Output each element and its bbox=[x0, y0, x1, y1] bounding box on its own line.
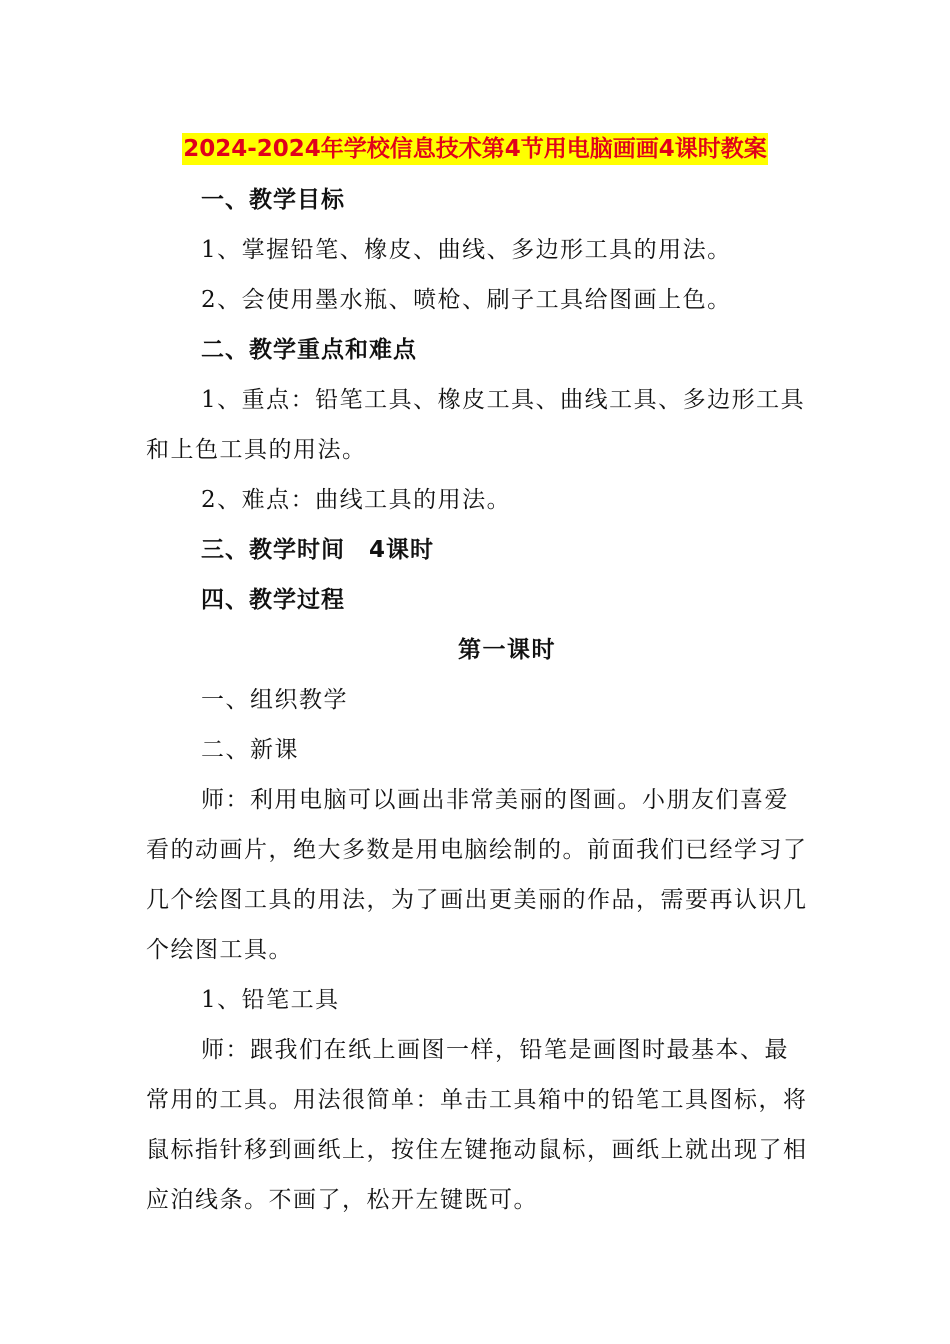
pencil-tool-paragraph: 师：跟我们在纸上画图一样，铅笔是画图时最基本、最常用的工具。用法很简单：单击工具箱中的铅笔工具图标，将鼠标指针移到画纸上，按住左键拖动鼠标，画纸上就出现了相应泊线条。不画了，松开左键既可。 bbox=[146, 1037, 808, 1213]
section-heading-objectives: 一、教学目标 bbox=[201, 187, 345, 213]
objective-item-2: 2、会使用墨水瓶、喷枪、刷子工具给图画上色。 bbox=[201, 287, 732, 313]
section-heading-time: 三、教学时间 4课时 bbox=[201, 537, 435, 563]
step-organize: 一、组织教学 bbox=[201, 687, 348, 713]
title-container bbox=[0, 133, 950, 165]
teacher-intro-paragraph: 师：利用电脑可以画出非常美丽的图画。小朋友们喜爱看的动画片，绝大多数是用电脑绘制的。前面我们已经学习了几个绘图工具的用法，为了画出更美丽的作品，需要再认识几个绘图工具。 bbox=[146, 787, 808, 963]
document-title: 2024-2024年学校信息技术第4节用电脑画画4课时教案 bbox=[182, 133, 768, 165]
pencil-tool-heading: 1、铅笔工具 bbox=[201, 987, 340, 1013]
section-heading-key-points: 二、教学重点和难点 bbox=[201, 337, 417, 363]
lesson-heading-first: 第一课时 bbox=[458, 637, 556, 663]
section-heading-process: 四、教学过程 bbox=[201, 587, 345, 613]
document-body bbox=[146, 175, 808, 1225]
objective-item-1: 1、掌握铅笔、橡皮、曲线、多边形工具的用法。 bbox=[201, 237, 732, 263]
step-new-lesson: 二、新课 bbox=[201, 737, 299, 763]
difficult-point-paragraph: 2、难点：曲线工具的用法。 bbox=[201, 487, 512, 513]
key-point-paragraph: 1、重点：铅笔工具、橡皮工具、曲线工具、多边形工具和上色工具的用法。 bbox=[146, 387, 806, 463]
